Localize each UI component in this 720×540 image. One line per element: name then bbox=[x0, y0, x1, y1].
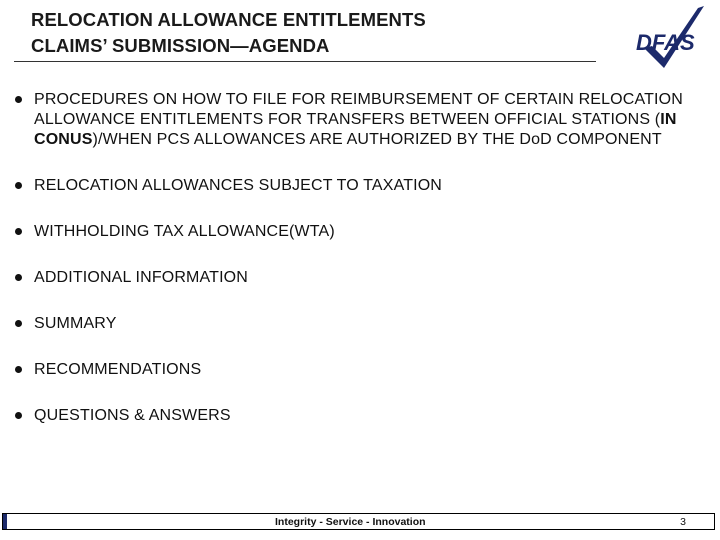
bullet-icon bbox=[15, 182, 22, 189]
bullet-icon bbox=[15, 274, 22, 281]
agenda-item-additional-info: ADDITIONAL INFORMATION bbox=[14, 268, 714, 288]
slide-title-line-1: RELOCATION ALLOWANCE ENTITLEMENTS bbox=[31, 9, 426, 30]
in-conus-emphasis: IN CONUS bbox=[34, 111, 677, 148]
agenda-item-wta: WITHHOLDING TAX ALLOWANCE(WTA) bbox=[14, 222, 714, 242]
bullet-icon bbox=[15, 366, 22, 373]
slide-title-line-2: CLAIMS’ SUBMISSION—AGENDA bbox=[31, 35, 330, 56]
footer-bar bbox=[2, 513, 715, 530]
agenda-item-recommendations: RECOMMENDATIONS bbox=[14, 360, 714, 380]
agenda-item-procedures: PROCEDURES ON HOW TO FILE FOR REIMBURSEMENT OF CERTAIN RELOCATION ALLOWANCE ENTITLEMENTS FOR TRANSFERS BETWEEN OFFICIAL STATIONS (IN CONUS)/WHEN PCS ALLOWANCES ARE AUTHORIZED BY THE DoD COMPONENT bbox=[14, 90, 714, 150]
footer-accent bbox=[3, 514, 7, 529]
agenda-item-taxation: RELOCATION ALLOWANCES SUBJECT TO TAXATION bbox=[14, 176, 714, 196]
bullet-icon bbox=[15, 228, 22, 235]
dfas-logo bbox=[634, 4, 706, 74]
title-divider bbox=[14, 61, 596, 62]
footer-motto: Integrity - Service - Innovation bbox=[275, 516, 426, 528]
agenda-item-summary: SUMMARY bbox=[14, 314, 714, 334]
agenda-list bbox=[14, 90, 714, 426]
bullet-icon bbox=[15, 320, 22, 327]
bullet-icon bbox=[15, 96, 22, 103]
agenda-item-qa: QUESTIONS & ANSWERS bbox=[14, 406, 714, 426]
page-number: 3 bbox=[680, 516, 686, 528]
dfas-logo-text: DFAS bbox=[636, 30, 695, 55]
slide-title bbox=[31, 7, 611, 59]
bullet-icon bbox=[15, 412, 22, 419]
